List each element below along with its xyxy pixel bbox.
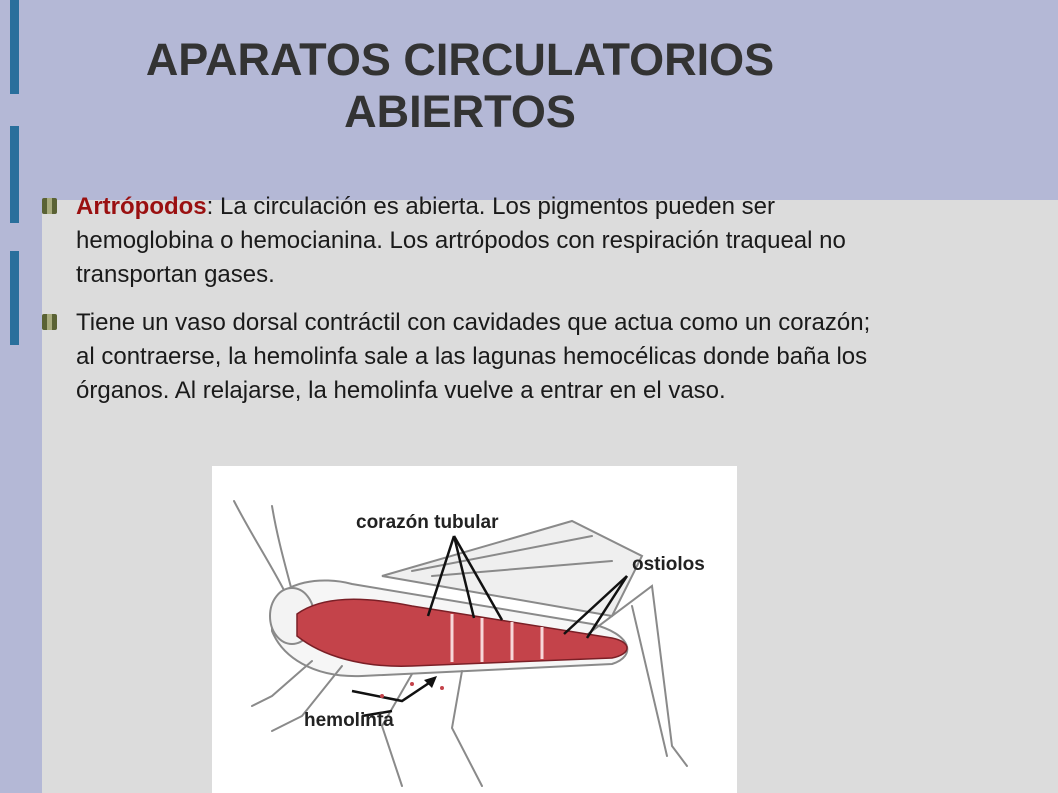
bullet-text: Tiene un vaso dorsal contráctil con cavidades que actua como un corazón; al contraerse, la hemolinfa sale a las lagunas hemocélicas donde baña los órganos. Al relajarse, la hemolinfa vuelve a entrar en el vaso. <box>76 309 871 404</box>
bullet-body: : La circulación es abierta. Los pigmentos pueden ser hemoglobina o hemocianina. Los artrópodos con respiración traqueal no transportan gases. <box>76 193 846 288</box>
accent-bar <box>10 0 19 94</box>
bullet-lead: Artrópodos <box>76 193 207 220</box>
label-hemolymph: hemolinfa <box>304 710 394 731</box>
bullet-list <box>42 190 882 422</box>
bullet-item <box>42 306 882 408</box>
bullet-icon <box>42 198 57 214</box>
accent-bar <box>10 126 19 223</box>
label-ostioles: ostiolos <box>632 554 705 575</box>
bullet-text <box>76 190 882 292</box>
bullet-item <box>42 190 882 292</box>
accent-bar <box>10 251 19 345</box>
left-band <box>0 200 42 793</box>
label-heart: corazón tubular <box>356 512 499 533</box>
slide-title: APARATOS CIRCULATORIOS ABIERTOS <box>145 34 775 137</box>
grasshopper-figure <box>212 466 737 793</box>
bullet-icon <box>42 314 57 330</box>
